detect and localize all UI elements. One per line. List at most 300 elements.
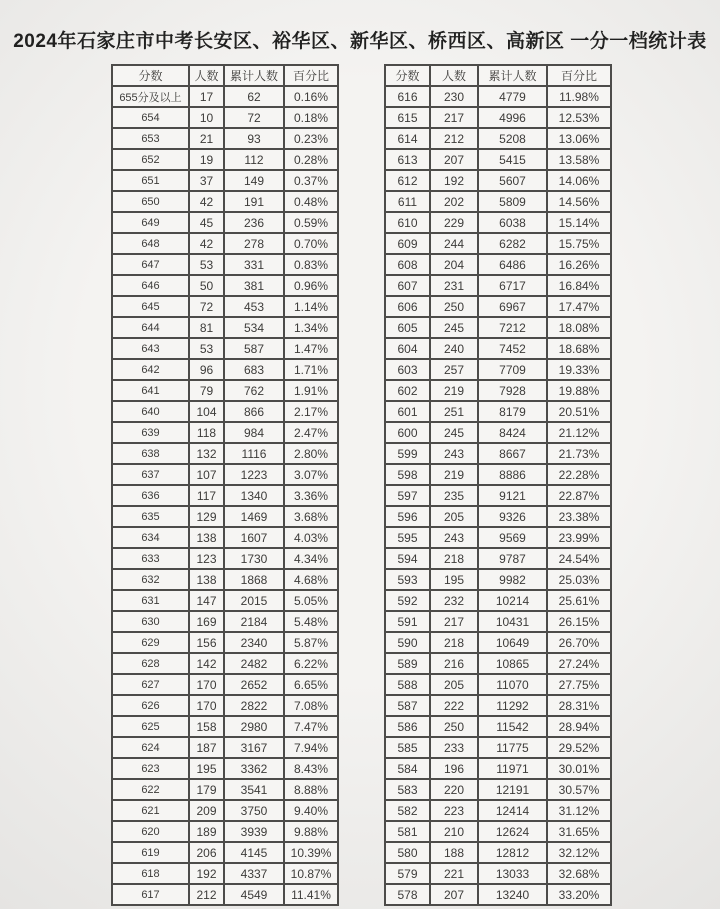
table-cell: 222 — [430, 695, 478, 716]
table-cell: 636 — [112, 485, 189, 506]
table-cell: 42 — [189, 233, 224, 254]
table-cell: 251 — [430, 401, 478, 422]
table-cell: 207 — [430, 884, 478, 905]
table-cell: 3939 — [224, 821, 284, 842]
table-cell: 630 — [112, 611, 189, 632]
table-row — [112, 716, 338, 737]
table-cell: 4996 — [478, 107, 547, 128]
table-cell: 683 — [224, 359, 284, 380]
page-title: 2024年石家庄市中考长安区、裕华区、新华区、桥西区、高新区 一分一档统计表 — [13, 31, 707, 52]
table-cell: 232 — [430, 590, 478, 611]
table-cell: 216 — [430, 653, 478, 674]
table-cell: 9326 — [478, 506, 547, 527]
table-cell: 9569 — [478, 527, 547, 548]
table-cell: 29.52% — [547, 737, 611, 758]
table-row — [385, 485, 611, 506]
table-cell: 631 — [112, 590, 189, 611]
table-cell: 580 — [385, 842, 430, 863]
table-cell: 230 — [430, 86, 478, 107]
column-header: 分数 — [112, 65, 189, 86]
table-cell: 4.68% — [284, 569, 338, 590]
table-row — [112, 611, 338, 632]
table-cell: 5.05% — [284, 590, 338, 611]
table-cell: 4779 — [478, 86, 547, 107]
table-cell: 42 — [189, 191, 224, 212]
table-row — [385, 338, 611, 359]
table-cell: 206 — [189, 842, 224, 863]
table-cell: 8424 — [478, 422, 547, 443]
table-cell: 244 — [430, 233, 478, 254]
table-row — [385, 863, 611, 884]
table-cell: 179 — [189, 779, 224, 800]
table-cell: 245 — [430, 422, 478, 443]
table-cell: 647 — [112, 254, 189, 275]
table-cell: 1.71% — [284, 359, 338, 380]
table-cell: 138 — [189, 527, 224, 548]
table-cell: 18.08% — [547, 317, 611, 338]
table-cell: 0.83% — [284, 254, 338, 275]
table-cell: 156 — [189, 632, 224, 653]
table-cell: 10431 — [478, 611, 547, 632]
table-cell: 10 — [189, 107, 224, 128]
table-cell: 132 — [189, 443, 224, 464]
table-cell: 12191 — [478, 779, 547, 800]
table-cell: 142 — [189, 653, 224, 674]
table-row — [385, 506, 611, 527]
table-cell: 589 — [385, 653, 430, 674]
table-cell: 604 — [385, 338, 430, 359]
table-cell: 2015 — [224, 590, 284, 611]
table-cell: 651 — [112, 170, 189, 191]
table-cell: 33.20% — [547, 884, 611, 905]
table-row — [385, 527, 611, 548]
table-cell: 6.22% — [284, 653, 338, 674]
column-header: 累计人数 — [224, 65, 284, 86]
table-row — [385, 401, 611, 422]
table-cell: 250 — [430, 716, 478, 737]
table-cell: 625 — [112, 716, 189, 737]
table-cell: 0.28% — [284, 149, 338, 170]
table-cell: 608 — [385, 254, 430, 275]
table-row — [112, 107, 338, 128]
table-row — [112, 86, 338, 107]
table-cell: 621 — [112, 800, 189, 821]
table-cell: 590 — [385, 632, 430, 653]
table-cell: 170 — [189, 674, 224, 695]
table-cell: 13033 — [478, 863, 547, 884]
table-cell: 587 — [385, 695, 430, 716]
table-cell: 223 — [430, 800, 478, 821]
table-cell: 15.14% — [547, 212, 611, 233]
table-cell: 1868 — [224, 569, 284, 590]
table-row — [385, 254, 611, 275]
table-cell: 231 — [430, 275, 478, 296]
table-cell: 17.47% — [547, 296, 611, 317]
table-cell: 596 — [385, 506, 430, 527]
table-cell: 598 — [385, 464, 430, 485]
score-table-left — [111, 64, 339, 906]
table-cell: 21.73% — [547, 443, 611, 464]
table-cell: 30.57% — [547, 779, 611, 800]
table-cell: 624 — [112, 737, 189, 758]
table-cell: 12.53% — [547, 107, 611, 128]
table-cell: 2340 — [224, 632, 284, 653]
table-cell: 11.98% — [547, 86, 611, 107]
table-row — [385, 590, 611, 611]
table-row — [112, 464, 338, 485]
table-cell: 16.26% — [547, 254, 611, 275]
table-cell: 12414 — [478, 800, 547, 821]
table-cell: 0.70% — [284, 233, 338, 254]
table-cell: 31.12% — [547, 800, 611, 821]
table-row — [112, 275, 338, 296]
table-cell: 602 — [385, 380, 430, 401]
table-row — [112, 674, 338, 695]
table-cell: 627 — [112, 674, 189, 695]
table-cell: 8179 — [478, 401, 547, 422]
table-cell: 595 — [385, 527, 430, 548]
table-cell: 1223 — [224, 464, 284, 485]
table-cell: 0.96% — [284, 275, 338, 296]
table-cell: 5.48% — [284, 611, 338, 632]
table-cell: 642 — [112, 359, 189, 380]
table-cell: 607 — [385, 275, 430, 296]
table-cell: 614 — [385, 128, 430, 149]
table-cell: 1.91% — [284, 380, 338, 401]
table-cell: 623 — [112, 758, 189, 779]
table-cell: 600 — [385, 422, 430, 443]
table-cell: 633 — [112, 548, 189, 569]
table-cell: 229 — [430, 212, 478, 233]
table-row — [112, 212, 338, 233]
table-cell: 586 — [385, 716, 430, 737]
table-cell: 117 — [189, 485, 224, 506]
table-cell: 81 — [189, 317, 224, 338]
table-row — [385, 821, 611, 842]
table-cell: 5.87% — [284, 632, 338, 653]
table-cell: 609 — [385, 233, 430, 254]
table-row — [112, 233, 338, 254]
table-cell: 138 — [189, 569, 224, 590]
table-cell: 984 — [224, 422, 284, 443]
table-row — [112, 779, 338, 800]
table-cell: 8.43% — [284, 758, 338, 779]
table-cell: 616 — [385, 86, 430, 107]
table-cell: 31.65% — [547, 821, 611, 842]
table-row — [385, 884, 611, 905]
table-row — [385, 170, 611, 191]
table-cell: 644 — [112, 317, 189, 338]
table-cell: 585 — [385, 737, 430, 758]
table-cell: 13.06% — [547, 128, 611, 149]
table-cell: 243 — [430, 443, 478, 464]
table-cell: 104 — [189, 401, 224, 422]
table-cell: 147 — [189, 590, 224, 611]
table-cell: 8886 — [478, 464, 547, 485]
table-cell: 187 — [189, 737, 224, 758]
table-cell: 866 — [224, 401, 284, 422]
table-cell: 599 — [385, 443, 430, 464]
table-row — [385, 275, 611, 296]
table-cell: 381 — [224, 275, 284, 296]
table-cell: 217 — [430, 107, 478, 128]
table-row — [112, 548, 338, 569]
table-cell: 649 — [112, 212, 189, 233]
table-row — [112, 170, 338, 191]
table-cell: 646 — [112, 275, 189, 296]
table-cell: 191 — [224, 191, 284, 212]
table-cell: 2980 — [224, 716, 284, 737]
table-cell: 192 — [189, 863, 224, 884]
table-cell: 6282 — [478, 233, 547, 254]
table-cell: 655分及以上 — [112, 86, 189, 107]
table-cell: 4549 — [224, 884, 284, 905]
table-cell: 26.15% — [547, 611, 611, 632]
table-cell: 638 — [112, 443, 189, 464]
table-cell: 250 — [430, 296, 478, 317]
table-cell: 218 — [430, 548, 478, 569]
table-cell: 53 — [189, 338, 224, 359]
score-table-right — [384, 64, 612, 906]
table-cell: 584 — [385, 758, 430, 779]
table-cell: 218 — [430, 632, 478, 653]
table-cell: 6038 — [478, 212, 547, 233]
table-cell: 597 — [385, 485, 430, 506]
column-header: 人数 — [189, 65, 224, 86]
table-row — [385, 464, 611, 485]
table-cell: 32.68% — [547, 863, 611, 884]
table-cell: 205 — [430, 674, 478, 695]
table-cell: 235 — [430, 485, 478, 506]
table-row — [112, 758, 338, 779]
table-cell: 6.65% — [284, 674, 338, 695]
table-cell: 453 — [224, 296, 284, 317]
table-cell: 641 — [112, 380, 189, 401]
table-cell: 23.99% — [547, 527, 611, 548]
table-cell: 593 — [385, 569, 430, 590]
table-row — [112, 800, 338, 821]
table-cell: 4145 — [224, 842, 284, 863]
table-cell: 9787 — [478, 548, 547, 569]
table-cell: 635 — [112, 506, 189, 527]
table-cell: 236 — [224, 212, 284, 233]
table-cell: 617 — [112, 884, 189, 905]
table-row — [385, 296, 611, 317]
table-row — [385, 422, 611, 443]
table-cell: 204 — [430, 254, 478, 275]
table-row — [385, 212, 611, 233]
table-cell: 50 — [189, 275, 224, 296]
table-cell: 4.34% — [284, 548, 338, 569]
table-cell: 23.38% — [547, 506, 611, 527]
table-cell: 7928 — [478, 380, 547, 401]
table-row — [112, 485, 338, 506]
table-cell: 331 — [224, 254, 284, 275]
table-cell: 16.84% — [547, 275, 611, 296]
table-cell: 3362 — [224, 758, 284, 779]
table-cell: 18.68% — [547, 338, 611, 359]
table-row — [112, 443, 338, 464]
table-cell: 632 — [112, 569, 189, 590]
table-cell: 0.23% — [284, 128, 338, 149]
table-cell: 583 — [385, 779, 430, 800]
table-row — [385, 443, 611, 464]
table-cell: 645 — [112, 296, 189, 317]
table-cell: 15.75% — [547, 233, 611, 254]
table-cell: 5809 — [478, 191, 547, 212]
table-cell: 643 — [112, 338, 189, 359]
table-cell: 1.14% — [284, 296, 338, 317]
table-cell: 158 — [189, 716, 224, 737]
table-row — [112, 506, 338, 527]
column-header: 分数 — [385, 65, 430, 86]
table-cell: 278 — [224, 233, 284, 254]
table-cell: 13.58% — [547, 149, 611, 170]
table-cell: 3541 — [224, 779, 284, 800]
table-row — [385, 758, 611, 779]
table-cell: 639 — [112, 422, 189, 443]
column-header: 百分比 — [284, 65, 338, 86]
table-cell: 11542 — [478, 716, 547, 737]
table-row — [112, 527, 338, 548]
table-cell: 605 — [385, 317, 430, 338]
table-cell: 603 — [385, 359, 430, 380]
table-cell: 637 — [112, 464, 189, 485]
table-cell: 12624 — [478, 821, 547, 842]
table-cell: 93 — [224, 128, 284, 149]
table-cell: 26.70% — [547, 632, 611, 653]
table-row — [112, 380, 338, 401]
table-cell: 654 — [112, 107, 189, 128]
table-cell: 14.06% — [547, 170, 611, 191]
table-cell: 650 — [112, 191, 189, 212]
table-row — [112, 884, 338, 905]
table-cell: 233 — [430, 737, 478, 758]
table-cell: 1340 — [224, 485, 284, 506]
table-cell: 196 — [430, 758, 478, 779]
table-cell: 2652 — [224, 674, 284, 695]
table-cell: 612 — [385, 170, 430, 191]
column-header: 百分比 — [547, 65, 611, 86]
table-row — [112, 821, 338, 842]
table-cell: 243 — [430, 527, 478, 548]
table-cell: 21.12% — [547, 422, 611, 443]
table-cell: 12812 — [478, 842, 547, 863]
table-cell: 25.61% — [547, 590, 611, 611]
table-cell: 112 — [224, 149, 284, 170]
table-cell: 9982 — [478, 569, 547, 590]
table-cell: 628 — [112, 653, 189, 674]
table-cell: 96 — [189, 359, 224, 380]
table-cell: 27.75% — [547, 674, 611, 695]
table-row — [385, 233, 611, 254]
table-cell: 192 — [430, 170, 478, 191]
table-cell: 219 — [430, 380, 478, 401]
table-cell: 195 — [189, 758, 224, 779]
header-row — [385, 65, 611, 86]
table-row — [385, 674, 611, 695]
table-cell: 11775 — [478, 737, 547, 758]
table-cell: 209 — [189, 800, 224, 821]
table-cell: 9121 — [478, 485, 547, 506]
table-cell: 6486 — [478, 254, 547, 275]
table-row — [112, 863, 338, 884]
table-cell: 3.07% — [284, 464, 338, 485]
table-cell: 30.01% — [547, 758, 611, 779]
table-cell: 587 — [224, 338, 284, 359]
table-cell: 619 — [112, 842, 189, 863]
table-cell: 8667 — [478, 443, 547, 464]
table-row — [112, 695, 338, 716]
table-cell: 1.47% — [284, 338, 338, 359]
table-cell: 3167 — [224, 737, 284, 758]
table-cell: 5208 — [478, 128, 547, 149]
table-row — [112, 149, 338, 170]
table-cell: 10.39% — [284, 842, 338, 863]
table-cell: 620 — [112, 821, 189, 842]
table-cell: 640 — [112, 401, 189, 422]
table-cell: 53 — [189, 254, 224, 275]
table-cell: 4337 — [224, 863, 284, 884]
table-row — [112, 338, 338, 359]
table-row — [385, 86, 611, 107]
table-cell: 2.47% — [284, 422, 338, 443]
table-row — [112, 737, 338, 758]
table-cell: 32.12% — [547, 842, 611, 863]
table-row — [112, 254, 338, 275]
table-cell: 219 — [430, 464, 478, 485]
table-cell: 9.88% — [284, 821, 338, 842]
table-cell: 588 — [385, 674, 430, 695]
table-row — [385, 716, 611, 737]
table-cell: 3.36% — [284, 485, 338, 506]
table-cell: 28.31% — [547, 695, 611, 716]
table-cell: 220 — [430, 779, 478, 800]
table-row — [385, 317, 611, 338]
table-cell: 10865 — [478, 653, 547, 674]
table-cell: 27.24% — [547, 653, 611, 674]
table-row — [112, 317, 338, 338]
table-cell: 21 — [189, 128, 224, 149]
table-row — [385, 737, 611, 758]
table-row — [112, 401, 338, 422]
table-cell: 11.41% — [284, 884, 338, 905]
table-row — [112, 653, 338, 674]
table-cell: 594 — [385, 548, 430, 569]
table-cell: 1116 — [224, 443, 284, 464]
table-cell: 79 — [189, 380, 224, 401]
table-cell: 601 — [385, 401, 430, 422]
table-cell: 652 — [112, 149, 189, 170]
table-cell: 2482 — [224, 653, 284, 674]
table-cell: 2.17% — [284, 401, 338, 422]
table-cell: 210 — [430, 821, 478, 842]
table-cell: 1.34% — [284, 317, 338, 338]
table-cell: 8.88% — [284, 779, 338, 800]
table-row — [112, 422, 338, 443]
table-cell: 14.56% — [547, 191, 611, 212]
table-cell: 1469 — [224, 506, 284, 527]
table-row — [385, 632, 611, 653]
table-row — [385, 569, 611, 590]
table-cell: 1730 — [224, 548, 284, 569]
table-cell: 592 — [385, 590, 430, 611]
table-cell: 2184 — [224, 611, 284, 632]
table-cell: 22.28% — [547, 464, 611, 485]
table-cell: 169 — [189, 611, 224, 632]
table-row — [385, 128, 611, 149]
table-row — [112, 632, 338, 653]
